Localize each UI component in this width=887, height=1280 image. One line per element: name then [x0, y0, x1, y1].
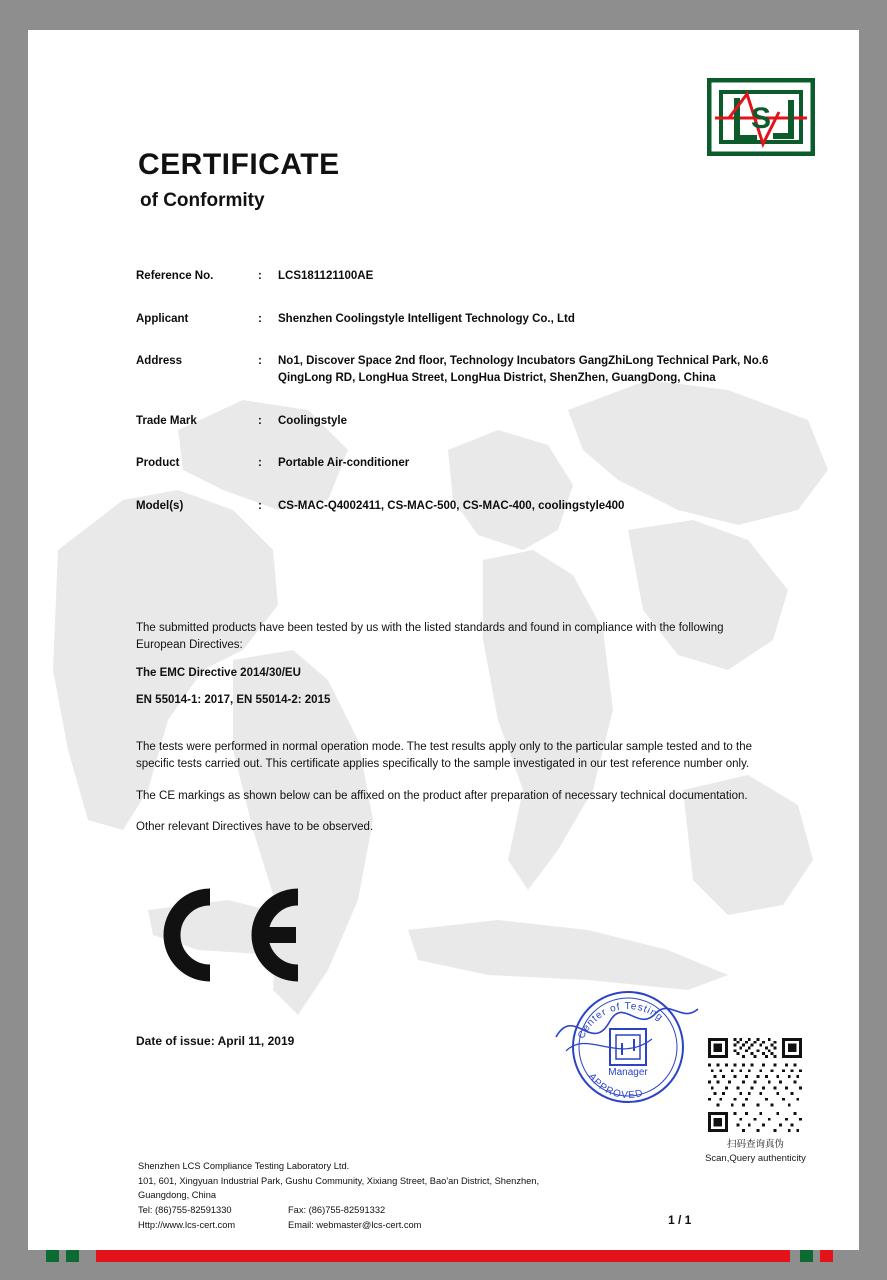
field-colon: : — [258, 355, 262, 368]
footer-lab-name: Shenzhen LCS Compliance Testing Laboratory Ltd. — [138, 1161, 350, 1171]
footer — [138, 1160, 539, 1233]
footer-address-line2: Guangdong, China — [138, 1189, 217, 1200]
footer-tel: Tel: (86)755-82591330 — [138, 1204, 232, 1215]
field-label: Product — [136, 457, 180, 470]
page-title: CERTIFICATE — [138, 148, 340, 181]
field-label: Applicant — [136, 312, 189, 325]
field-value: Portable Air-conditioner — [278, 457, 410, 470]
field-label: Model(s) — [136, 500, 184, 513]
field-label: Trade Mark — [136, 414, 197, 427]
field-value: LCS181121100AE — [278, 270, 374, 282]
certificate-sheet — [28, 30, 859, 1250]
footer-contact-row-1 — [138, 1204, 539, 1218]
field-colon: : — [258, 457, 262, 470]
date-of-issue: Date of issue: April 11, 2019 — [136, 1034, 295, 1048]
svg-text:Manager: Manager — [608, 1067, 648, 1078]
body-paragraph: The tests were performed in normal operation mode. The test results apply only to the particular sample tested and to the specific tests carried out. This certificate applies specifically to the sample investigated in our test reference number only. — [136, 741, 753, 771]
field-row — [136, 413, 796, 430]
qr-caption — [683, 1138, 828, 1166]
corner-square-green-bl — [46, 1249, 59, 1262]
approval-stamp — [548, 985, 708, 1110]
field-colon: : — [258, 270, 262, 282]
page-subtitle: of Conformity — [140, 190, 265, 211]
footer-fax: Fax: (86)755-82591332 — [288, 1204, 386, 1215]
field-row — [136, 455, 796, 472]
qr-caption-cn: 扫码查询真伪 — [726, 1139, 784, 1150]
corner-square-red-br4 — [820, 1249, 833, 1262]
footer-address-line1: 101, 601, Xingyuan Industrial Park, Gushu Community, Xixiang Street, Bao'an District, Shenzhen, — [138, 1175, 540, 1186]
corner-square-green-bl2 — [66, 1249, 79, 1262]
field-row — [136, 268, 796, 285]
field-colon: : — [258, 414, 262, 427]
field-colon: : — [258, 312, 262, 325]
body-paragraph: The submitted products have been tested by us with the listed standards and found in compliance with the following European Directives: — [136, 622, 724, 652]
svg-text:APPROVED: APPROVED — [585, 1071, 645, 1102]
field-value: Coolingstyle — [278, 414, 348, 427]
certificate-body — [136, 620, 771, 850]
body-paragraph: Other relevant Directives have to be observed. — [136, 820, 374, 833]
qr-caption-en: Scan,Query authenticity — [705, 1152, 806, 1164]
body-paragraph: The CE markings as shown below can be affixed on the product after preparation of necessary technical documentation. — [136, 789, 748, 802]
page-number: 1 / 1 — [668, 1213, 692, 1227]
svg-text:S: S — [750, 102, 772, 135]
field-value: CS-MAC-Q4002411, CS-MAC-500, CS-MAC-400, coolingstyle400 — [278, 500, 625, 513]
field-label: Address — [136, 355, 183, 368]
ce-mark-icon — [148, 885, 318, 985]
field-label: Reference No. — [136, 270, 214, 282]
corner-square-green-br — [800, 1249, 813, 1262]
lcs-logo — [707, 78, 815, 156]
field-colon: : — [258, 500, 262, 513]
directive-line: The EMC Directive 2014/30/EU — [136, 666, 301, 679]
field-row — [136, 353, 796, 386]
footer-email[interactable]: Email: webmaster@lcs-cert.com — [288, 1219, 422, 1230]
field-value: Shenzhen Coolingstyle Intelligent Technology Co., Ltd — [278, 312, 575, 325]
bottom-red-bar — [96, 1249, 790, 1262]
field-row — [136, 311, 796, 328]
footer-website[interactable]: Http://www.lcs-cert.com — [138, 1219, 236, 1230]
svg-text:Center of Testing: Center of Testing — [576, 1000, 666, 1041]
footer-contact-row-2 — [138, 1219, 539, 1233]
standards-line: EN 55014-1: 2017, EN 55014-2: 2015 — [136, 693, 331, 706]
qr-code — [708, 1038, 802, 1132]
field-value: No1, Discover Space 2nd floor, Technology Incubators GangZhiLong Technical Park, No.6 QingLong RD, LongHua Street, LongHua District, ShenZhen, GuangDong, China — [278, 355, 769, 385]
field-row — [136, 498, 796, 515]
certificate-fields — [136, 268, 796, 541]
